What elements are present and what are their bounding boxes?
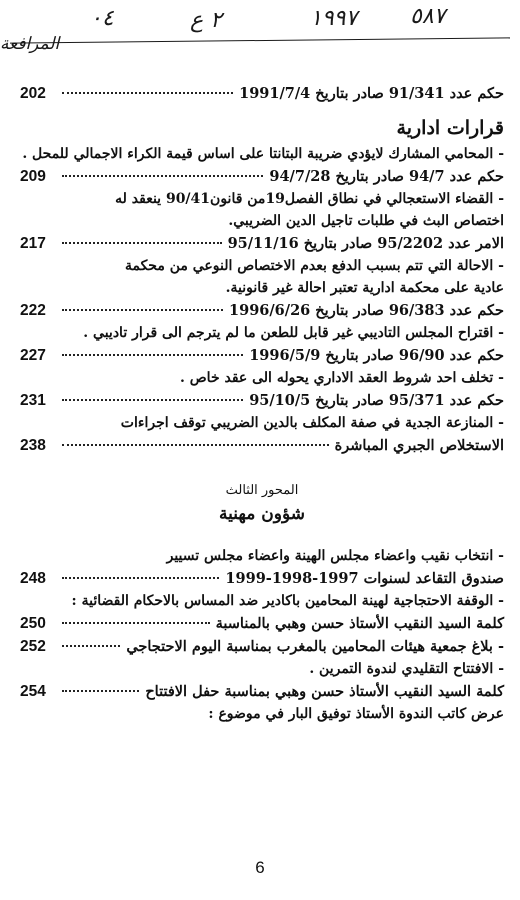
- toc-item-text: - الافتتاح التقليدي لندوة التمرين .: [309, 661, 504, 677]
- toc-page-number: 231: [20, 392, 46, 409]
- toc-item-text: - اقتراح المجلس التاديبي غير قابل للطعن ما لم يترجم الى قرار تاديبي .: [83, 325, 504, 341]
- handwritten-mark-left: ٠٤: [90, 6, 114, 31]
- dot-leader: [62, 175, 263, 177]
- dot-leader: [62, 622, 210, 624]
- dot-leader: [62, 92, 233, 94]
- toc-entry: [20, 612, 504, 635]
- toc-entry-text: كلمة السيد النقيب الأستاذ حسن وهبي بالمناسبة: [215, 615, 504, 632]
- toc-entry: [20, 680, 504, 703]
- toc-entry-text: صندوق التقاعد لسنوات 1997-1998-1999: [225, 570, 504, 587]
- toc-entry: [20, 299, 504, 322]
- toc-entry: [20, 82, 504, 105]
- toc-item-text: - الاحالة التي تتم بسبب الدفع بعدم الاختصاص النوعي من محكمة: [124, 258, 504, 274]
- toc-item-text: - القضاء الاستعجالي في نطاق الفصل19من قانون90/41 ينعقد له: [115, 191, 504, 207]
- section2-list: [20, 545, 504, 725]
- toc-entry-text: كلمة السيد النقيب الأستاذ حسن وهبي بمناسبة حفل الافتتاح: [145, 683, 504, 700]
- toc-page-number: 252: [20, 638, 46, 655]
- toc-page-number: 227: [20, 347, 46, 364]
- toc-entry: [20, 635, 504, 658]
- section-title: قرارات ادارية: [396, 117, 504, 139]
- toc-item-text: عرض كاتب الندوة الأستاذ توفيق البار في موضوع :: [208, 706, 504, 722]
- toc-item-text: - الوقفة الاحتجاجية لهينة المحامين باكادير ضد المساس بالاحكام القضائية :: [71, 593, 504, 609]
- dot-leader: [62, 690, 139, 692]
- dot-leader: [62, 399, 243, 401]
- toc-item-text: - المنازعة الجدية في صفة المكلف بالدين الضريبي توقف اجراءات: [120, 415, 504, 431]
- toc-entry-text: الاستخلاص الجبري المباشرة: [334, 437, 504, 454]
- toc-page-number: 217: [20, 235, 46, 252]
- handwritten-mark-far-right: المرافعة: [0, 34, 60, 54]
- dot-leader: [62, 577, 219, 579]
- table-of-contents: [20, 64, 504, 725]
- toc-entry: [20, 434, 504, 457]
- toc-item-text: اختصاص البث في طلبات تاجيل الدين الضريبي.: [228, 213, 504, 229]
- toc-item-text: - انتخاب نقيب واعضاء مجلس الهينة واعضاء مجلس تسيير: [166, 548, 504, 564]
- toc-page-number: 254: [20, 683, 46, 700]
- axis-label: المحور الثالث: [225, 483, 299, 498]
- section1-list: [20, 143, 504, 457]
- toc-page-number: 248: [20, 570, 46, 587]
- page-number: 6: [255, 858, 265, 877]
- toc-entry: [20, 389, 504, 412]
- handwritten-underline: [10, 37, 510, 43]
- dot-leader: [62, 242, 222, 244]
- toc-entry-text: حكم عدد 95/371 صادر بتاريخ 95/10/5: [249, 392, 504, 409]
- toc-entry-text: - بلاغ جمعية هيئات المحامين بالمغرب بمناسبة اليوم الاحتجاجي: [126, 638, 504, 655]
- handwritten-mark-mid2: ١٩٩٧: [310, 6, 358, 31]
- toc-item-text: عادية على محكمة ادارية تعتبر احالة غير قانونية.: [225, 280, 504, 296]
- dot-leader: [62, 645, 120, 647]
- dot-leader: [62, 444, 329, 446]
- toc-item-text: - المحامي المشارك لايؤدي ضريبة البتانتا على اساس قيمة الكراء الاجمالي للمحل .: [22, 146, 504, 162]
- toc-item-text: - تخلف احد شروط العقد الاداري يحوله الى عقد خاص .: [180, 370, 504, 386]
- handwritten-mark-right: ٥٨٧: [410, 4, 446, 29]
- toc-entry: [20, 165, 504, 188]
- handwritten-mark-mid1: ٢ ع: [190, 8, 222, 33]
- toc-page-number: 202: [20, 85, 46, 102]
- toc-page-number: 222: [20, 302, 46, 319]
- toc-entry: [20, 567, 504, 590]
- axis-title: شؤون مهنية: [219, 504, 305, 524]
- toc-page-number: 250: [20, 615, 46, 632]
- dot-leader: [62, 309, 223, 311]
- toc-entry-text: حكم عدد 96/383 صادر بتاريخ 1996/6/26: [229, 302, 504, 319]
- toc-page-number: 238: [20, 437, 46, 454]
- handwritten-header: [0, 0, 520, 60]
- toc-page-number: 209: [20, 168, 46, 185]
- dot-leader: [62, 354, 243, 356]
- toc-entry: [20, 232, 504, 255]
- toc-entry-text: حكم عدد 96/90 صادر بتاريخ 1996/5/9: [249, 347, 504, 364]
- toc-entry-text: الامر عدد 95/2202 صادر بتاريخ 95/11/16: [227, 235, 504, 252]
- toc-entry-text: حكم عدد 91/341 صادر بتاريخ 1991/7/4: [239, 85, 504, 102]
- toc-entry-text: حكم عدد 94/7 صادر بتاريخ 94/7/28: [269, 168, 504, 185]
- toc-entry: [20, 344, 504, 367]
